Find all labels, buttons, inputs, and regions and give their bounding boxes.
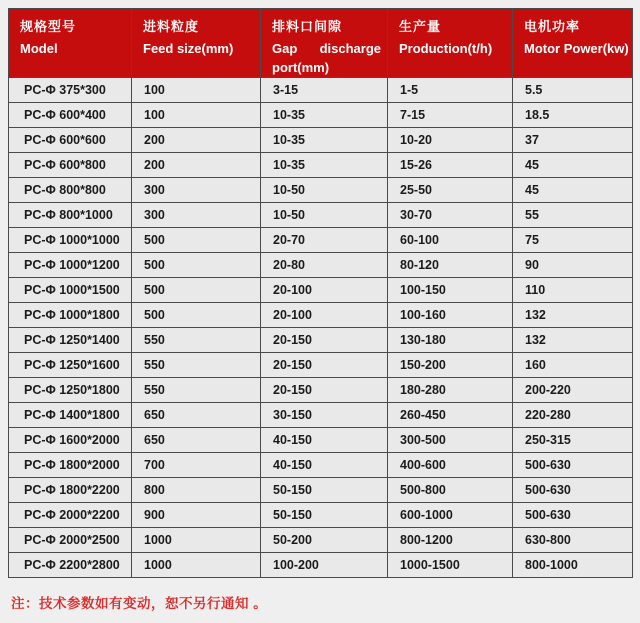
value-cell: 20-150: [261, 328, 388, 353]
col-header-model-en: Model: [20, 41, 58, 56]
spec-table-header: [9, 9, 633, 78]
table-row: [9, 253, 633, 278]
table-row: [9, 178, 633, 203]
model-cell: PC-Φ 600*400: [9, 103, 132, 128]
value-cell: 650: [132, 403, 261, 428]
value-cell: 130-180: [388, 328, 513, 353]
model-cell: PC-Φ 2000*2500: [9, 528, 132, 553]
col-header-motor-power: [513, 9, 633, 78]
col-header-model-zh: 规格型号: [20, 19, 77, 34]
value-cell: 300-500: [388, 428, 513, 453]
model-cell: PC-Φ 2200*2800: [9, 553, 132, 578]
value-cell: 500: [132, 253, 261, 278]
value-cell: 100: [132, 103, 261, 128]
col-header-production: [388, 9, 513, 78]
value-cell: 37: [513, 128, 633, 153]
value-cell: 75: [513, 228, 633, 253]
model-cell: PC-Φ 1250*1600: [9, 353, 132, 378]
model-cell: PC-Φ 1250*1400: [9, 328, 132, 353]
value-cell: 20-100: [261, 278, 388, 303]
value-cell: 10-50: [261, 178, 388, 203]
value-cell: 260-450: [388, 403, 513, 428]
table-row: [9, 203, 633, 228]
model-cell: PC-Φ 600*600: [9, 128, 132, 153]
col-header-feed-size: [132, 9, 261, 78]
model-cell: PC-Φ 800*800: [9, 178, 132, 203]
col-header-motor-power-en: Motor Power(kw): [524, 41, 629, 56]
value-cell: 40-150: [261, 453, 388, 478]
model-cell: PC-Φ 800*1000: [9, 203, 132, 228]
header-row: [9, 9, 633, 78]
col-header-motor-power-zh: 电机功率: [524, 19, 581, 34]
table-row: [9, 353, 633, 378]
footnote: 注：技术参数如有变动，恕不另行通知 。: [11, 596, 268, 611]
col-header-production-zh: 生产量: [399, 19, 442, 34]
model-cell: PC-Φ 1800*2000: [9, 453, 132, 478]
col-header-production-en: Production(t/h): [399, 41, 493, 56]
value-cell: 500-630: [513, 478, 633, 503]
model-cell: PC-Φ 375*300: [9, 78, 132, 103]
value-cell: 20-70: [261, 228, 388, 253]
table-row: [9, 453, 633, 478]
value-cell: 500-800: [388, 478, 513, 503]
value-cell: 50-200: [261, 528, 388, 553]
model-cell: PC-Φ 1000*1000: [9, 228, 132, 253]
model-cell: PC-Φ 1250*1800: [9, 378, 132, 403]
value-cell: 650: [132, 428, 261, 453]
value-cell: 1000: [132, 553, 261, 578]
value-cell: 20-150: [261, 378, 388, 403]
value-cell: 25-50: [388, 178, 513, 203]
value-cell: 15-26: [388, 153, 513, 178]
col-header-discharge-gap-zh: 排料口间隙: [272, 19, 343, 34]
value-cell: 500: [132, 278, 261, 303]
table-row: [9, 103, 633, 128]
value-cell: 40-150: [261, 428, 388, 453]
value-cell: 200: [132, 128, 261, 153]
value-cell: 160: [513, 353, 633, 378]
value-cell: 10-35: [261, 153, 388, 178]
model-cell: PC-Φ 1000*1500: [9, 278, 132, 303]
value-cell: 20-150: [261, 353, 388, 378]
model-cell: PC-Φ 1600*2000: [9, 428, 132, 453]
value-cell: 550: [132, 353, 261, 378]
table-row: [9, 553, 633, 578]
col-header-model: [9, 9, 132, 78]
value-cell: 80-120: [388, 253, 513, 278]
value-cell: 55: [513, 203, 633, 228]
value-cell: 30-150: [261, 403, 388, 428]
value-cell: 550: [132, 328, 261, 353]
spec-table: [8, 8, 633, 578]
value-cell: 132: [513, 328, 633, 353]
gap-word: Gap: [272, 41, 298, 56]
value-cell: 630-800: [513, 528, 633, 553]
value-cell: 60-100: [388, 228, 513, 253]
value-cell: 100-200: [261, 553, 388, 578]
value-cell: 45: [513, 178, 633, 203]
discharge-word: discharge: [319, 41, 381, 56]
table-row: [9, 403, 633, 428]
value-cell: 700: [132, 453, 261, 478]
col-header-discharge-gap-en-line2: port(mm): [272, 60, 330, 75]
table-row: [9, 128, 633, 153]
value-cell: 50-150: [261, 503, 388, 528]
value-cell: 500-630: [513, 453, 633, 478]
value-cell: 20-80: [261, 253, 388, 278]
value-cell: 100-150: [388, 278, 513, 303]
model-cell: PC-Φ 600*800: [9, 153, 132, 178]
table-row: [9, 153, 633, 178]
value-cell: 10-50: [261, 203, 388, 228]
value-cell: 550: [132, 378, 261, 403]
value-cell: 500: [132, 303, 261, 328]
value-cell: 1000: [132, 528, 261, 553]
table-row: [9, 303, 633, 328]
table-row: [9, 478, 633, 503]
value-cell: 10-35: [261, 128, 388, 153]
col-header-feed-size-en: Feed size(mm): [143, 41, 234, 56]
model-cell: PC-Φ 1800*2200: [9, 478, 132, 503]
table-row: [9, 528, 633, 553]
value-cell: 5.5: [513, 78, 633, 103]
value-cell: 20-100: [261, 303, 388, 328]
value-cell: 150-200: [388, 353, 513, 378]
model-cell: PC-Φ 1000*1800: [9, 303, 132, 328]
value-cell: 1-5: [388, 78, 513, 103]
value-cell: 400-600: [388, 453, 513, 478]
value-cell: 30-70: [388, 203, 513, 228]
value-cell: 800-1000: [513, 553, 633, 578]
value-cell: 600-1000: [388, 503, 513, 528]
value-cell: 180-280: [388, 378, 513, 403]
model-cell: PC-Φ 1000*1200: [9, 253, 132, 278]
value-cell: 220-280: [513, 403, 633, 428]
value-cell: 500-630: [513, 503, 633, 528]
value-cell: 132: [513, 303, 633, 328]
value-cell: 110: [513, 278, 633, 303]
value-cell: 100-160: [388, 303, 513, 328]
col-header-discharge-gap: [261, 9, 388, 78]
value-cell: 900: [132, 503, 261, 528]
value-cell: 3-15: [261, 78, 388, 103]
table-row: [9, 78, 633, 103]
col-header-feed-size-zh: 进料粒度: [143, 19, 200, 34]
value-cell: 10-20: [388, 128, 513, 153]
table-row: [9, 328, 633, 353]
value-cell: 800-1200: [388, 528, 513, 553]
value-cell: 200: [132, 153, 261, 178]
table-row: [9, 228, 633, 253]
value-cell: 45: [513, 153, 633, 178]
value-cell: 100: [132, 78, 261, 103]
value-cell: 50-150: [261, 478, 388, 503]
table-row: [9, 278, 633, 303]
table-row: [9, 503, 633, 528]
value-cell: 800: [132, 478, 261, 503]
value-cell: 90: [513, 253, 633, 278]
value-cell: 18.5: [513, 103, 633, 128]
model-cell: PC-Φ 2000*2200: [9, 503, 132, 528]
value-cell: 300: [132, 203, 261, 228]
table-row: [9, 428, 633, 453]
spec-table-body: [9, 78, 633, 578]
value-cell: 500: [132, 228, 261, 253]
model-cell: PC-Φ 1400*1800: [9, 403, 132, 428]
value-cell: 10-35: [261, 103, 388, 128]
value-cell: 200-220: [513, 378, 633, 403]
table-row: [9, 378, 633, 403]
value-cell: 1000-1500: [388, 553, 513, 578]
value-cell: 300: [132, 178, 261, 203]
value-cell: 7-15: [388, 103, 513, 128]
value-cell: 250-315: [513, 428, 633, 453]
col-header-discharge-gap-en-line1: [272, 39, 381, 58]
